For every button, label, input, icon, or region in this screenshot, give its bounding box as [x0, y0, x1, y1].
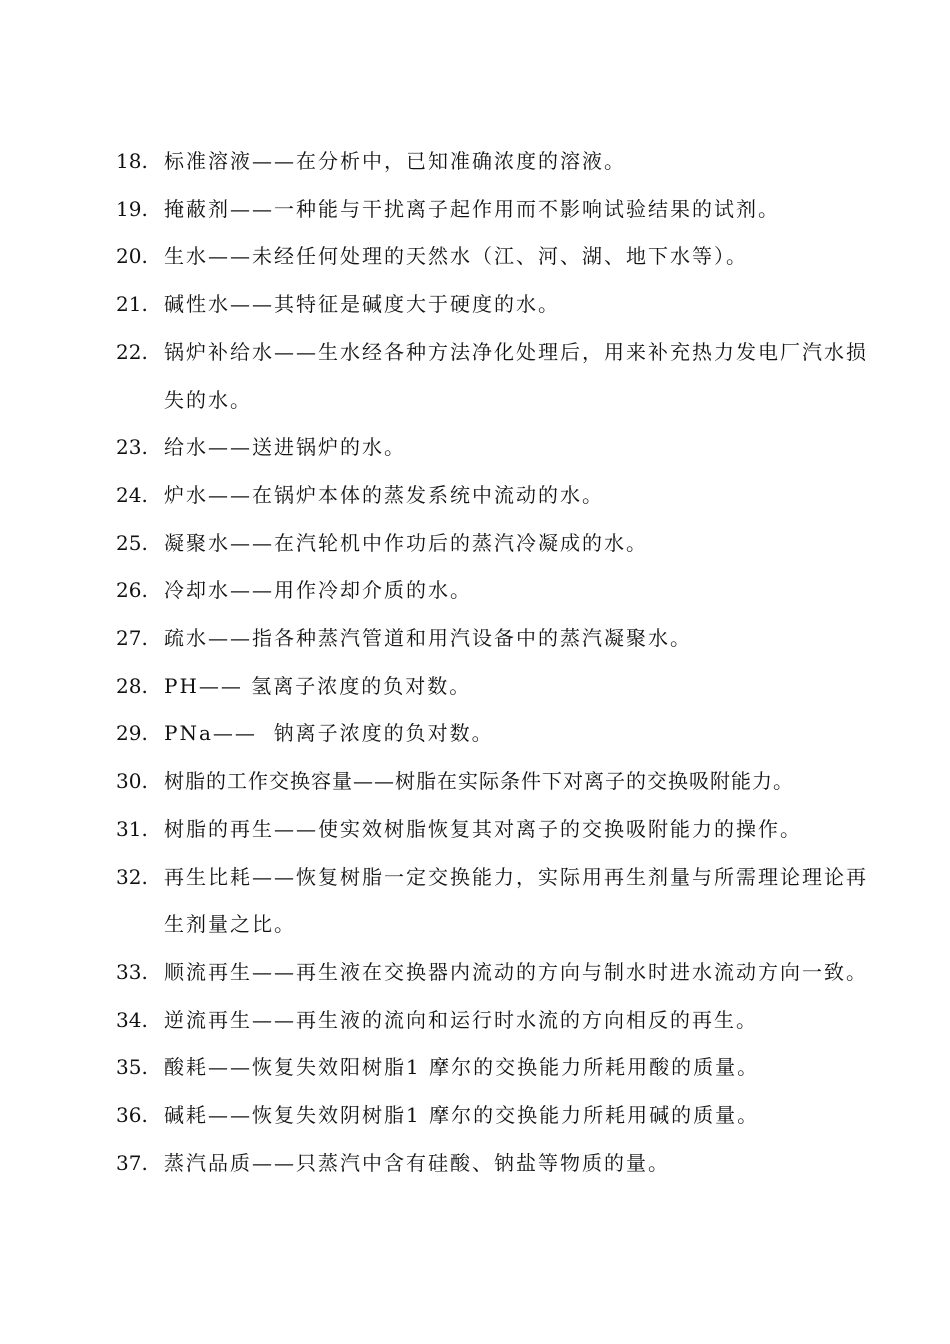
list-item	[116, 424, 876, 472]
item-text: 锅炉补给水——生水经各种方法净化处理后，用来补充热力发电厂汽水损失的水。	[164, 339, 868, 412]
item-number: 21.	[116, 292, 148, 317]
item-text: 逆流再生——再生液的流向和运行时水流的方向相反的再生。	[164, 1007, 758, 1032]
item-text: 冷却水——用作冷却介质的水。	[164, 578, 472, 603]
list-item	[116, 997, 876, 1045]
item-number: 36.	[116, 1103, 148, 1128]
list-item	[116, 138, 876, 186]
list-item	[116, 854, 876, 949]
item-number: 28.	[116, 673, 148, 698]
item-number: 34.	[116, 1007, 148, 1032]
list-item	[116, 949, 876, 997]
item-number: 22.	[116, 339, 148, 364]
item-text: 标准溶液——在分析中，已知准确浓度的溶液。	[164, 149, 626, 173]
item-number: 24.	[116, 482, 148, 507]
item-text: 树脂的工作交换容量——树脂在实际条件下对离子的交换吸附能力。	[164, 769, 794, 794]
item-number: 25.	[116, 530, 148, 555]
item-text: 酸耗——恢复失效阳树脂1 摩尔的交换能力所耗用酸的质量。	[164, 1055, 760, 1080]
item-text: 顺流再生——再生液在交换器内流动的方向与制水时进水流动方向一致。	[164, 959, 868, 984]
list-item	[116, 281, 876, 329]
item-text: 生水——未经任何处理的天然水（江、河、湖、地下水等）。	[164, 244, 748, 269]
item-text: 凝聚水——在汽轮机中作功后的蒸汽冷凝成的水。	[164, 530, 648, 555]
item-number: 19.	[116, 196, 148, 221]
list-item	[116, 1092, 876, 1140]
item-number: 35.	[116, 1055, 148, 1080]
item-text: 给水——送进锅炉的水。	[164, 435, 406, 460]
item-number: 30.	[116, 769, 148, 794]
list-item	[116, 567, 876, 615]
item-number: 29.	[116, 721, 148, 746]
item-number: 31.	[116, 816, 148, 841]
list-item	[116, 520, 876, 568]
item-text: 蒸汽品质——只蒸汽中含有硅酸、钠盐等物质的量。	[164, 1150, 670, 1175]
list-item	[116, 1044, 876, 1092]
list-item	[116, 663, 876, 711]
list-item	[116, 329, 876, 424]
item-text: 碱性水——其特征是碱度大于硬度的水。	[164, 292, 560, 317]
item-text: 掩蔽剂——一种能与干扰离子起作用而不影响试验结果的试剂。	[164, 196, 780, 221]
item-number: 26.	[116, 578, 148, 603]
item-number: 20.	[116, 244, 148, 269]
item-number: 18.	[116, 149, 148, 173]
item-text: 炉水——在锅炉本体的蒸发系统中流动的水。	[164, 482, 604, 507]
item-number: 23.	[116, 435, 148, 460]
list-item	[116, 233, 876, 281]
item-text: 再生比耗——恢复树脂一定交换能力，实际用再生剂量与所需理论理论再生剂量之比。	[164, 864, 868, 937]
item-text: PH—— 氢离子浓度的负对数。	[164, 673, 472, 698]
item-text: 疏水——指各种蒸汽管道和用汽设备中的蒸汽凝聚水。	[164, 626, 692, 651]
list-item	[116, 1140, 876, 1188]
item-text: 碱耗——恢复失效阴树脂1 摩尔的交换能力所耗用碱的质量。	[164, 1103, 760, 1128]
list-item	[116, 615, 876, 663]
list-item	[116, 472, 876, 520]
item-number: 32.	[116, 864, 148, 889]
definition-list	[116, 138, 876, 1187]
list-item	[116, 710, 876, 758]
item-number: 33.	[116, 959, 148, 984]
item-text: 树脂的再生——使实效树脂恢复其对离子的交换吸附能力的操作。	[164, 816, 802, 841]
item-text: PNa—— 钠离子浓度的负对数。	[164, 721, 494, 746]
item-number: 27.	[116, 626, 148, 651]
list-item	[116, 186, 876, 234]
list-item	[116, 806, 876, 854]
list-item	[116, 758, 876, 806]
item-number: 37.	[116, 1150, 148, 1175]
